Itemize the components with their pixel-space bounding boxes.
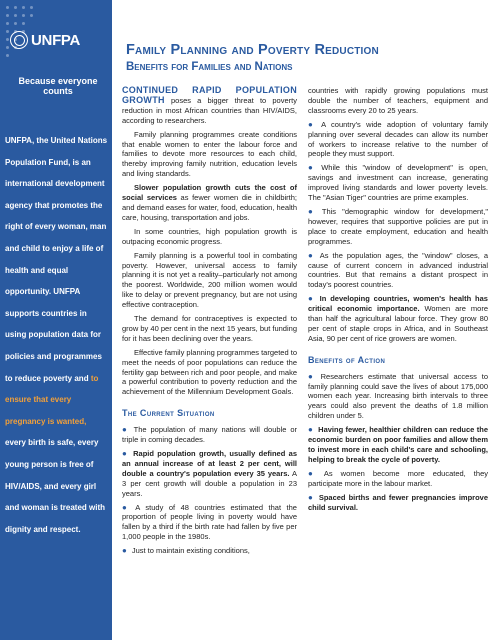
- logo-text: UNFPA: [31, 31, 81, 49]
- bullet-rest: A 3 per cent growth will double a population in 23 years.: [122, 468, 297, 498]
- bullet-icon: ●: [308, 250, 315, 260]
- bullet-item: [122, 503, 297, 543]
- section-heading: Benefits of Action: [308, 354, 386, 365]
- bullet-item: [308, 120, 488, 160]
- decor-dot: [30, 14, 33, 17]
- paragraph: Effective family planning programmes targeted to meet the needs of poor populations can reduce the fertility gap between rich and poor people, and make a powerful contribution to poverty reduction and the achievement of the Millennium Development Goals.: [122, 347, 297, 397]
- bullet-bold: Rapid population growth, usually defined as an annual increase of at least 2 per cent, will double a country's population every 35 years.: [122, 449, 297, 478]
- paragraph: In some countries, high population growth is outpacing economic progress.: [122, 226, 297, 246]
- decor-dot: [6, 46, 9, 49]
- decor-dot: [22, 14, 25, 17]
- bullet-icon: ●: [308, 425, 314, 435]
- bullet-text: Researchers estimate that universal access to family planning could save the lives of about 175,000 women each year. Increasing birth intervals to three years could also prevent the deaths of 1.8 million children under 5.: [308, 371, 488, 421]
- decor-dot: [6, 38, 9, 41]
- bullet-text: This "demographic window for development," however, requires that supportive policies are put in place to create employment, education and health programmes.: [308, 206, 488, 246]
- bullet-item: [122, 546, 297, 556]
- bullet-text: The population of many nations will double or triple in coming decades.: [122, 425, 297, 445]
- bullet-bold: Spaced births and fewer pregnancies improve child survival.: [308, 492, 488, 512]
- paragraph-rest: as fewer women die in childbirth; and demand eases for water, food, education, health care, housing, transportation and jobs.: [122, 193, 297, 222]
- section-heading: The Current Situation: [122, 408, 215, 419]
- bullet-item: [308, 294, 488, 344]
- lead-bold: CONTINUED RAPID POPULATION GROWTH: [122, 85, 297, 105]
- bullet-icon: ●: [308, 163, 317, 173]
- sidebar: [0, 0, 112, 640]
- paragraph: The demand for contraceptives is expected to grow by 40 per cent in the next 15 years, but funding for it has been declining over the years.: [122, 314, 297, 343]
- decor-dot: [30, 6, 33, 9]
- decor-dot: [6, 30, 9, 33]
- bullet-text: While this "window of development" is open, savings and investment can increase, generating improved living standards and lower poverty levels. The "Asian Tiger" countries are prime examples.: [308, 163, 488, 203]
- paragraph: countries with rapidly growing populations must double the number of teachers, equipment and classrooms every 20 to 25 years.: [308, 86, 488, 115]
- page-subtitle: Benefits for Families and Nations: [126, 61, 293, 73]
- decor-dot: [22, 22, 25, 25]
- decor-dot: [6, 22, 9, 25]
- paragraph: Family planning programmes create conditions that enable women to enter the labour force and families to devote more resources to each child, thereby improving family nutrition, education levels and living standards.: [122, 129, 297, 179]
- lead-paragraph: [122, 86, 297, 126]
- decor-dot: [6, 6, 9, 9]
- bullet-icon: ●: [122, 449, 129, 458]
- decor-dot: [6, 14, 9, 17]
- bullet-item: [308, 163, 488, 203]
- paragraph-bold: Slower population growth cuts the cost of social services: [122, 183, 297, 203]
- bullet-text: A study of 48 countries estimated that the proportion of people living in poverty would have fallen by a third if the birth rate had fallen by five per 1,000 people in the 1980s.: [122, 502, 297, 542]
- decor-dot: [22, 6, 25, 9]
- bullet-item: [308, 251, 488, 291]
- bullet-item: [308, 469, 488, 489]
- sidebar-text-highlight: to ensure that every pregnancy is wanted,: [5, 373, 99, 426]
- column-right: [308, 86, 488, 516]
- bullet-item: [122, 449, 297, 499]
- bullet-icon: ●: [308, 294, 315, 304]
- unfpa-logo: [10, 28, 80, 52]
- decor-dot: [14, 6, 17, 9]
- bullet-icon: ●: [308, 206, 317, 216]
- lead-rest: poses a bigger threat to poverty reduction in most African countries than HIV/AIDS, according to researchers.: [122, 95, 297, 125]
- tagline: Because everyone counts: [18, 76, 98, 96]
- bullet-bold: Having fewer, healthier children can reduce the economic burden on poor families and allow them to invest more in each child's care and schooling, helping to break the cycle of poverty.: [308, 425, 488, 464]
- sidebar-text-1: UNFPA, the United Nations Population Fund, is an international development agency that promotes the right of every woman, man and child to enjoy a life of health and equal opportunity. UNFPA supports countries in using population data for policies and programmes to reduce poverty and: [5, 136, 108, 383]
- decor-dot: [6, 54, 9, 57]
- decor-dot: [14, 14, 17, 17]
- column-left: [122, 86, 297, 560]
- bullet-text: As women become more educated, they participate more in the labour market.: [308, 468, 488, 488]
- bullet-rest: Women are more than half the agricultural labour force. They grow 80 per cent of staple crops in Africa, and in Southeast Asia, 90 per cent of rice growers are women.: [308, 304, 488, 343]
- bullet-bold: In developing countries, women's health has critical economic importance.: [308, 294, 488, 314]
- bullet-item: [122, 425, 297, 445]
- bullet-icon: ●: [122, 502, 131, 512]
- bullet-item: [308, 425, 488, 465]
- bullet-icon: ●: [122, 425, 129, 435]
- sidebar-description: [5, 130, 109, 540]
- bullet-icon: ●: [122, 546, 127, 556]
- bullet-icon: ●: [308, 492, 314, 502]
- bullet-item: [308, 493, 488, 513]
- paragraph: Family planning is a powerful tool in combating poverty. However, universal access to family planning it is not yet a reality–particularly not among the poorest. Worldwide, 200 million women would like to delay or prevent pregnancy, but are not using effective contraception.: [122, 250, 297, 310]
- bullet-item: [308, 207, 488, 247]
- bullet-text: As the population ages, the "window" closes, a cause of current concern in advanced industrial countries. But that remains a distant prospect in today's poorest countries.: [308, 250, 488, 290]
- bullet-text: A country's wide adoption of voluntary family planning over several decades can allow its number of workers to increase relative to the number of people they must support.: [308, 119, 488, 159]
- bullet-item: [308, 372, 488, 422]
- paragraph: [122, 183, 297, 223]
- un-emblem-icon: [10, 31, 28, 49]
- sidebar-text-2: every birth is safe, every young person is free of HIV/AIDS, and every girl and woman is treated with dignity and respect.: [5, 438, 106, 534]
- bullet-icon: ●: [308, 119, 317, 129]
- bullet-icon: ●: [308, 468, 319, 478]
- page-title: Family Planning and Poverty Reduction: [126, 42, 379, 58]
- bullet-icon: ●: [308, 371, 316, 381]
- decor-dot: [14, 22, 17, 25]
- bullet-text: Just to maintain existing conditions,: [131, 546, 250, 556]
